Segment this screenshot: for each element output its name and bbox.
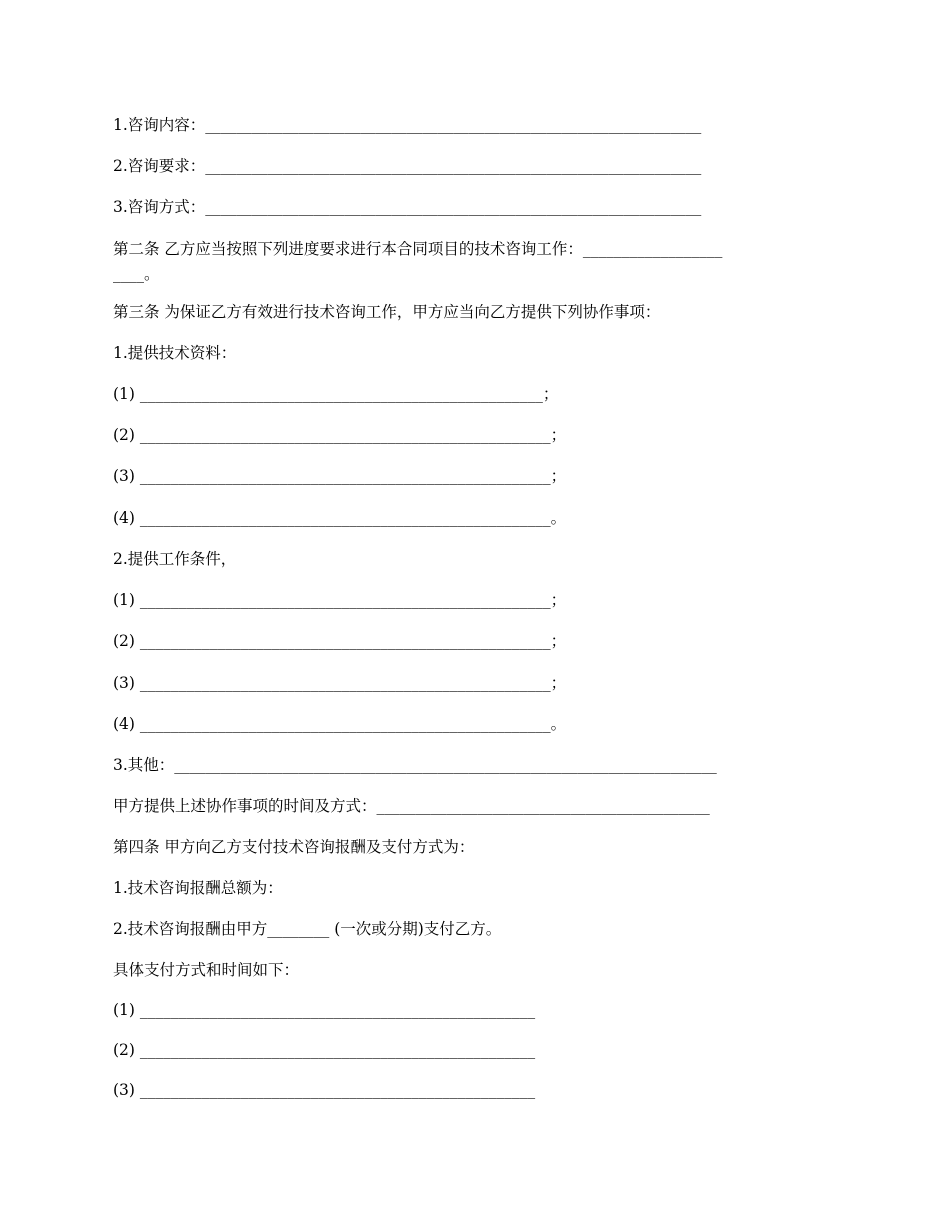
payment-total-line: 1.技术咨询报酬总额为： [113,879,283,897]
consult-method-line: 3.咨询方式：________________________________________________________________ [113,198,702,216]
article-two-continuation: ____。 [113,265,160,283]
article-three-heading: 第三条 为保证乙方有效进行技术咨询工作，甲方应当向乙方提供下列协作事项： [113,303,661,321]
article-two-line: 第二条 乙方应当按照下列进度要求进行本合同项目的技术咨询工作：__________________ [113,240,723,258]
work-conditions-item-3: (3) _____________________________________________________； [113,674,567,692]
tech-materials-item-2: (2) _____________________________________________________； [113,426,567,444]
tech-materials-item-4: (4) _____________________________________________________。 [113,509,567,527]
article-four-heading: 第四条 甲方向乙方支付技术咨询报酬及支付方式为： [113,838,475,856]
payment-schedule-item-1: (1) ___________________________________________________ [113,1001,536,1019]
payment-schedule-item-3: (3) ___________________________________________________ [113,1081,536,1099]
payment-schedule-item-2: (2) ___________________________________________________ [113,1041,536,1059]
tech-materials-item-1: (1) ____________________________________________________； [113,385,559,403]
work-conditions-item-2: (2) _____________________________________________________； [113,632,567,650]
other-line: 3.其他：______________________________________________________________________ [113,756,717,774]
consult-requirement-line: 2.咨询要求：________________________________________________________________ [113,157,702,175]
tech-materials-heading: 1.提供技术资料： [113,344,237,362]
tech-materials-item-3: (3) _____________________________________________________； [113,467,567,485]
consult-content-line: 1.咨询内容：________________________________________________________________ [113,116,702,134]
work-conditions-item-4: (4) _____________________________________________________。 [113,715,567,733]
work-conditions-heading: 2.提供工作条件， [113,550,237,568]
payment-method-line: 2.技术咨询报酬由甲方________ (一次或分期)支付乙方。 [113,920,502,938]
payment-schedule-heading: 具体支付方式和时间如下： [113,961,300,979]
work-conditions-item-1: (1) _____________________________________________________； [113,591,567,609]
cooperation-time-line: 甲方提供上述协作事项的时间及方式：___________________________________________ [113,797,710,815]
